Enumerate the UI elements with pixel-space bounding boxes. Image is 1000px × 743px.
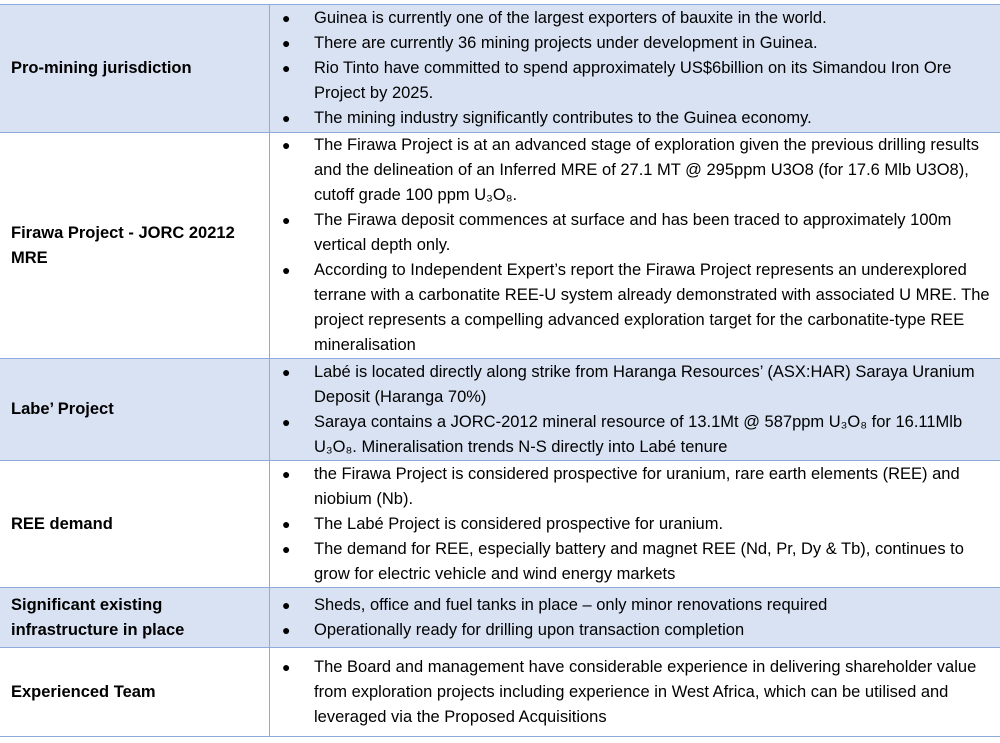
bullet-text: The Board and management have considerable experience in delivering shareholder value from exploration projects including experience in West Africa, which can be utilised and leveraged via the Proposed Acquisitions [314,658,976,726]
table-row [0,5,1000,133]
bullet-text: Guinea is currently one of the largest exporters of bauxite in the world. [314,9,827,27]
row-content [270,5,1000,133]
bullet-icon: ● [282,410,290,435]
bullet-list [270,655,994,730]
bullet-icon: ● [282,537,290,562]
bullet-text: Saraya contains a JORC-2012 mineral resource of 13.1Mt @ 587ppm U₃O₈ for 16.11Mlb U₃O₈. Mineralisation trends N-S directly into Labé tenure [314,413,962,456]
row-label: Experienced Team [0,648,270,737]
list-item [270,258,994,358]
bullet-list [270,462,994,587]
list-item [270,56,994,106]
row-content [270,461,1000,588]
table-row [0,359,1000,461]
list-item [270,655,994,730]
bullet-list [270,360,994,460]
bullet-text: Operationally ready for drilling upon transaction completion [314,621,744,639]
bullet-icon: ● [282,593,290,618]
bullet-icon: ● [282,655,290,680]
list-item [270,618,994,643]
table-row [0,588,1000,648]
bullet-icon: ● [282,258,290,283]
bullet-list [270,6,994,131]
row-content [270,359,1000,461]
bullet-text: The Firawa Project is at an advanced stage of exploration given the previous drilling results and the delineation of an Inferred MRE of 27.1 MT @ 295ppm U3O8 (for 17.6 Mlb U3O8), cutoff grade 100 ppm U₃O₈. [314,136,979,204]
list-item [270,31,994,56]
list-item [270,360,994,410]
row-label: Firawa Project - JORC 20212 MRE [0,133,270,359]
bullet-text: Rio Tinto have committed to spend approximately US$6billion on its Simandou Iron Ore Project by 2025. [314,59,951,102]
bullet-icon: ● [282,106,290,131]
list-item [270,462,994,512]
bullet-icon: ● [282,208,290,233]
row-label: REE demand [0,461,270,588]
bullet-icon: ● [282,618,290,643]
list-item [270,512,994,537]
row-content [270,133,1000,359]
row-label: Significant existing infrastructure in place [0,588,270,648]
list-item [270,593,994,618]
bullet-text: the Firawa Project is considered prospective for uranium, rare earth elements (REE) and niobium (Nb). [314,465,960,508]
bullet-list [270,593,994,643]
bullet-text: The Labé Project is considered prospective for uranium. [314,515,723,533]
bullet-icon: ● [282,56,290,81]
bullet-text: The demand for REE, especially battery and magnet REE (Nd, Pr, Dy & Tb), continues to grow for electric vehicle and wind energy markets [314,540,964,583]
bullet-icon: ● [282,6,290,31]
bullet-icon: ● [282,360,290,385]
bullet-list [270,133,994,358]
row-content [270,648,1000,737]
row-content [270,588,1000,648]
bullet-text: There are currently 36 mining projects under development in Guinea. [314,34,818,52]
bullet-text: Labé is located directly along strike from Haranga Resources’ (ASX:HAR) Saraya Uranium Deposit (Haranga 70%) [314,363,975,406]
list-item [270,6,994,31]
row-label: Labe’ Project [0,359,270,461]
bullet-icon: ● [282,462,290,487]
list-item [270,208,994,258]
list-item [270,410,994,460]
bullet-text: The mining industry significantly contributes to the Guinea economy. [314,109,812,127]
table-row [0,461,1000,588]
row-label: Pro-mining jurisdiction [0,5,270,133]
summary-table [0,4,1000,737]
bullet-icon: ● [282,133,290,158]
bullet-text: According to Independent Expert’s report the Firawa Project represents an underexplored terrane with a carbonatite REE-U system already demonstrated with associated U MRE. The project represents a compelling advanced exploration target for the carbonatite-type REE mineralisation [314,261,990,354]
bullet-text: The Firawa deposit commences at surface and has been traced to approximately 100m vertical depth only. [314,211,951,254]
table-row [0,133,1000,359]
bullet-icon: ● [282,512,290,537]
list-item [270,133,994,208]
list-item [270,537,994,587]
bullet-icon: ● [282,31,290,56]
bullet-text: Sheds, office and fuel tanks in place – only minor renovations required [314,596,827,614]
table-row [0,648,1000,737]
list-item [270,106,994,131]
